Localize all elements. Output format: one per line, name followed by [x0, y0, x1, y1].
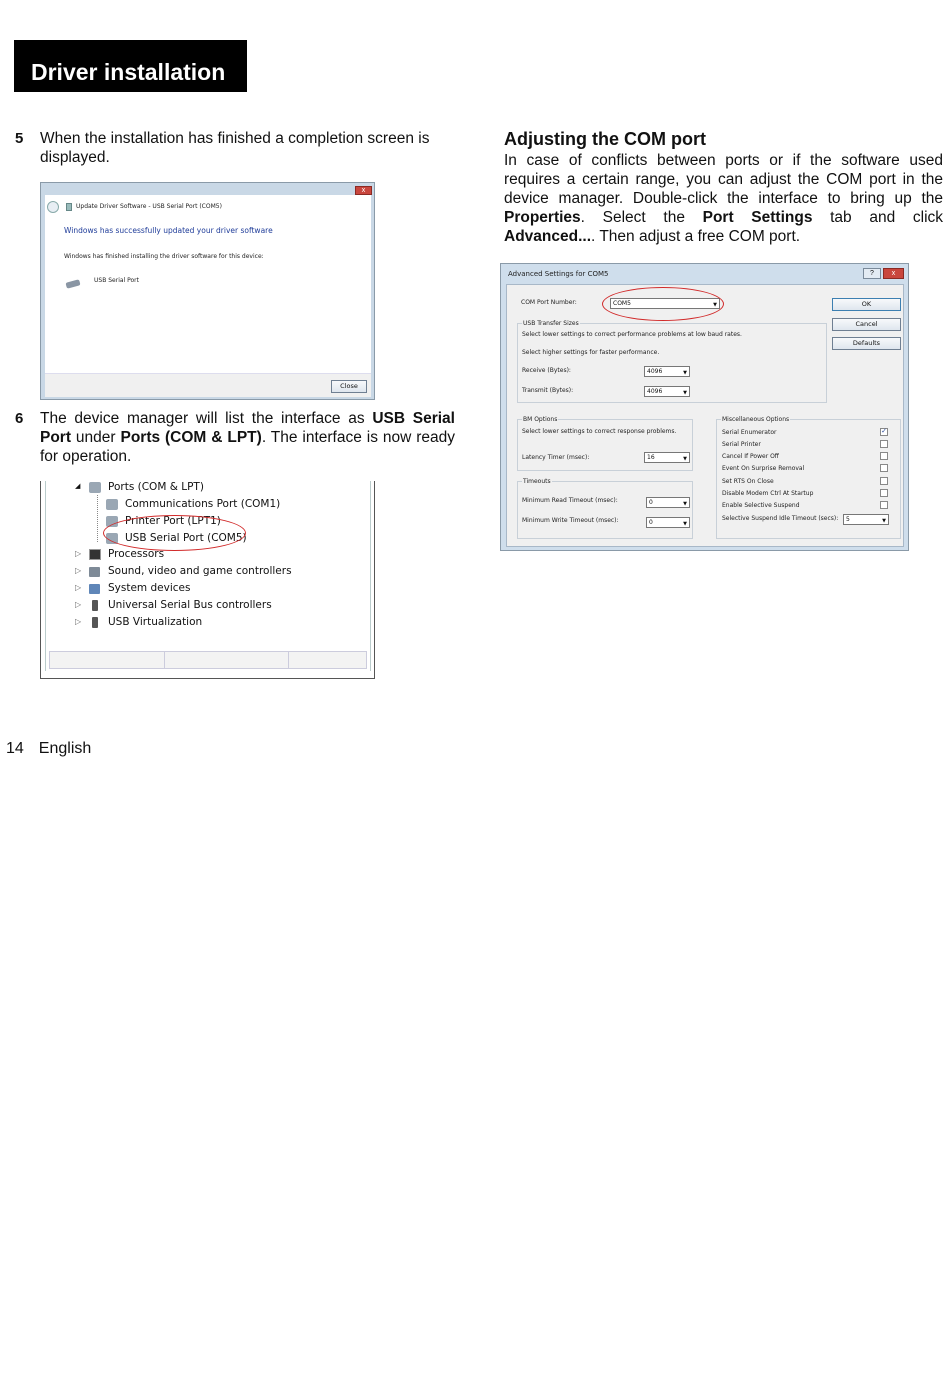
speaker-icon — [89, 567, 100, 577]
misc-option-label: Serial Printer — [722, 441, 761, 448]
expand-icon[interactable]: ▷ — [75, 600, 82, 609]
step-6-bold-ports: Ports (COM & LPT) — [120, 429, 262, 446]
timeouts-group — [517, 481, 693, 539]
step-6-text-2: under — [71, 429, 121, 446]
tree-item-system-devices[interactable]: System devices — [108, 582, 191, 594]
page-language: English — [38, 740, 92, 757]
transmit-label: Transmit (Bytes): — [522, 387, 574, 394]
status-divider — [164, 652, 165, 668]
serial-printer-checkbox[interactable] — [880, 440, 888, 448]
selective-suspend-checkbox[interactable] — [880, 501, 888, 509]
step-6-bold-usb-serial-port: USB Serial Port — [40, 410, 455, 446]
bm-options-group — [517, 419, 693, 471]
bm-text: Select lower settings to correct response problems. — [522, 428, 677, 435]
adv-dialog-body — [506, 284, 904, 547]
step-5-number: 5 — [15, 130, 24, 147]
usb-device-icon — [65, 279, 80, 288]
defaults-button[interactable]: Defaults — [832, 337, 901, 350]
receive-select[interactable] — [644, 366, 690, 377]
transmit-select[interactable] — [644, 386, 690, 397]
suspend-timeout-select[interactable] — [843, 514, 889, 525]
highlight-ring — [103, 515, 246, 551]
dialog-footer — [45, 373, 371, 397]
surprise-removal-checkbox[interactable] — [880, 464, 888, 472]
adjust-text-2: . Select the — [580, 209, 703, 226]
update-driver-dialog — [40, 182, 375, 400]
disable-modem-ctrl-checkbox[interactable] — [880, 489, 888, 497]
misc-option-label: Set RTS On Close — [722, 478, 774, 485]
usb-low-text: Select lower settings to correct performance problems at low baud rates. — [522, 331, 742, 338]
usb-transfer-group-label: USB Transfer Sizes — [523, 320, 579, 327]
misc-option-label: Enable Selective Suspend — [722, 502, 800, 509]
step-5-text: When the installation has finished a completion screen is displayed. — [40, 130, 430, 166]
misc-option-label: Event On Surprise Removal — [722, 465, 805, 472]
misc-option-label: Cancel If Power Off — [722, 453, 779, 460]
status-bar — [49, 651, 367, 669]
help-icon[interactable]: ? — [863, 268, 881, 279]
tree-item-usb-virtualization[interactable]: USB Virtualization — [108, 616, 203, 628]
expand-open-icon[interactable]: ◢ — [75, 482, 81, 490]
expand-icon[interactable]: ▷ — [75, 566, 82, 575]
receive-value: 4096 — [647, 368, 663, 375]
tree-item-sound[interactable]: Sound, video and game controllers — [108, 565, 292, 577]
section-title-bar — [14, 40, 247, 92]
dropdown-arrow-icon: ▼ — [683, 501, 687, 507]
read-timeout-value: 0 — [649, 499, 653, 506]
device-name: USB Serial Port — [94, 277, 140, 284]
adjust-text — [504, 151, 943, 246]
dropdown-arrow-icon: ▼ — [683, 521, 687, 527]
rts-on-close-checkbox[interactable] — [880, 477, 888, 485]
adjust-bold-properties: Properties — [504, 209, 581, 226]
success-message: Windows has finished installing the driver software for this device: — [64, 253, 264, 260]
success-heading: Windows has successfully updated your driver software — [64, 226, 273, 235]
tree-item-comm-port[interactable]: Communications Port (COM1) — [125, 498, 281, 510]
dropdown-arrow-icon: ▼ — [713, 302, 717, 308]
page-number: 14 — [6, 740, 24, 757]
tree-connector — [97, 495, 98, 542]
adjust-text-3: tab and click — [812, 209, 944, 226]
expand-icon[interactable]: ▷ — [75, 583, 82, 592]
dropdown-arrow-icon: ▼ — [683, 370, 687, 376]
usb-plug-icon — [92, 600, 98, 611]
advanced-settings-dialog — [500, 263, 909, 551]
transmit-value: 4096 — [647, 388, 663, 395]
adjust-bold-advanced: Advanced... — [504, 228, 591, 245]
adjust-text-4: . Then adjust a free COM port. — [591, 228, 801, 245]
usb-high-text: Select higher settings for faster performance. — [522, 349, 660, 356]
status-divider — [288, 652, 289, 668]
usb-plug-icon — [92, 617, 98, 628]
read-timeout-label: Minimum Read Timeout (msec): — [522, 497, 618, 504]
latency-select[interactable] — [644, 452, 690, 463]
port-icon — [89, 482, 101, 493]
receive-label: Receive (Bytes): — [522, 367, 571, 374]
misc-option-label: Serial Enumerator — [722, 429, 777, 436]
close-icon[interactable]: x — [355, 186, 372, 195]
step-6-text — [40, 409, 455, 466]
back-arrow-icon[interactable] — [47, 201, 59, 213]
step-6-text-3: . The interface is now ready for operation. — [40, 429, 455, 465]
page-footer — [6, 740, 91, 758]
close-button[interactable]: Close — [331, 380, 367, 393]
read-timeout-select[interactable] — [646, 497, 690, 508]
expand-icon[interactable]: ▷ — [75, 549, 82, 558]
tree-item-usb-serial-port[interactable]: USB Serial Port (COM5) — [125, 532, 247, 544]
highlight-ring — [602, 287, 724, 321]
driver-icon — [66, 203, 72, 211]
tree-item-ports[interactable]: Ports (COM & LPT) — [108, 481, 204, 493]
misc-options-group-label: Miscellaneous Options — [722, 416, 790, 423]
close-icon[interactable]: x — [883, 268, 904, 279]
timeouts-group-label: Timeouts — [523, 478, 551, 485]
com-port-label: COM Port Number: — [521, 299, 577, 306]
latency-value: 16 — [647, 454, 655, 461]
suspend-timeout-value: 5 — [846, 516, 850, 523]
processor-icon — [89, 549, 101, 560]
step-6-number: 6 — [15, 410, 24, 427]
dropdown-arrow-icon: ▼ — [683, 390, 687, 396]
dropdown-arrow-icon: ▼ — [683, 456, 687, 462]
bm-options-group-label: BM Options — [523, 416, 558, 423]
write-timeout-label: Minimum Write Timeout (msec): — [522, 517, 619, 524]
latency-label: Latency Timer (msec): — [522, 454, 590, 461]
write-timeout-value: 0 — [649, 519, 653, 526]
serial-enumerator-checkbox[interactable]: ✓ — [881, 428, 887, 435]
section-title: Driver installation — [31, 59, 226, 85]
tree-item-printer-port[interactable]: Printer Port (LPT1) — [125, 515, 221, 527]
system-icon — [89, 584, 100, 594]
com-port-value: COM5 — [613, 300, 631, 307]
misc-option-label: Disable Modem Ctrl At Startup — [722, 490, 814, 497]
ok-button[interactable]: OK — [832, 298, 901, 311]
adv-dialog-title: Advanced Settings for COM5 — [508, 270, 609, 278]
adjust-bold-port-settings: Port Settings — [702, 209, 813, 226]
device-manager-tree — [40, 481, 375, 679]
dialog-body — [45, 195, 371, 397]
tree-item-usb-controllers[interactable]: Universal Serial Bus controllers — [108, 599, 272, 611]
misc-option-label: Selective Suspend Idle Timeout (secs): — [722, 515, 839, 522]
cancel-button[interactable]: Cancel — [832, 318, 901, 331]
tree-item-processors[interactable]: Processors — [108, 548, 165, 560]
expand-icon[interactable]: ▷ — [75, 617, 82, 626]
dialog-title: Update Driver Software - USB Serial Port (COM5) — [76, 203, 222, 210]
dropdown-arrow-icon: ▼ — [882, 518, 886, 524]
step-6-text-1: The device manager will list the interface as — [40, 410, 373, 427]
cancel-power-off-checkbox[interactable] — [880, 452, 888, 460]
adjust-text-1: In case of conflicts between ports or if the software used requires a certain range, you can adjust the COM port in the device manager. Double-click the interface to bring up the — [504, 152, 943, 207]
port-icon — [106, 499, 118, 510]
write-timeout-select[interactable] — [646, 517, 690, 528]
adjust-heading: Adjusting the COM port — [504, 129, 706, 149]
